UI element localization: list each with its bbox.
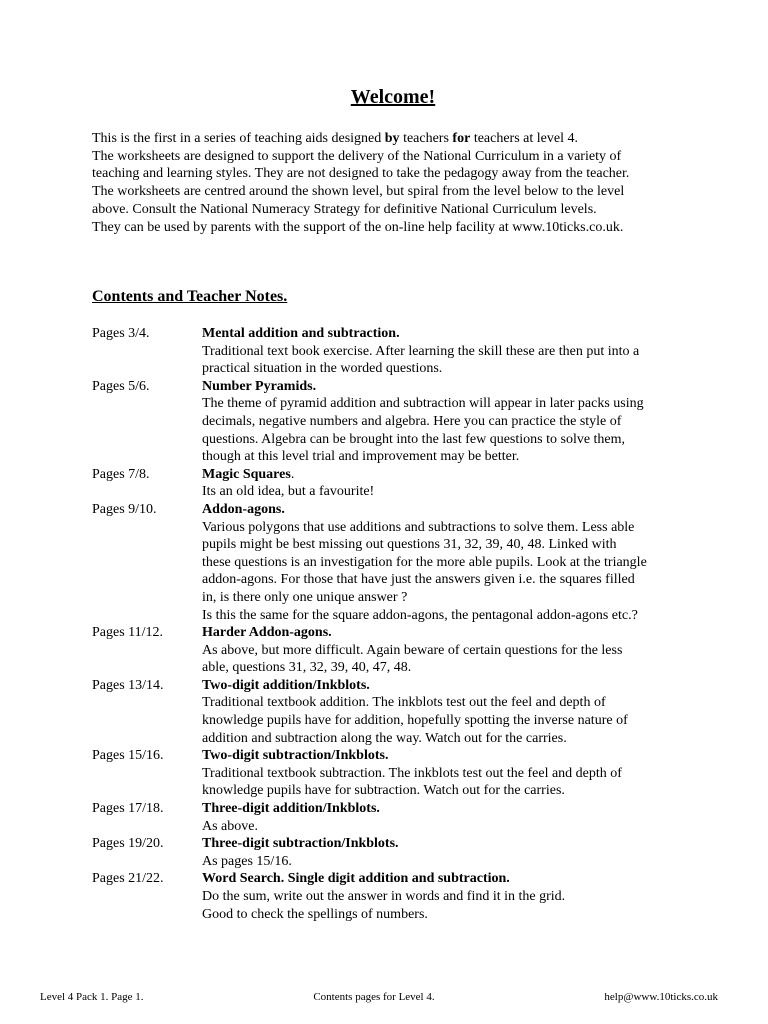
entry-description: The theme of pyramid addition and subtraction will appear in later packs using decimals, negative numbers and algebra. Here you can practice the style of questions. Algebra can be brought into the last few questions to solve them, though at this level trial and improvement may be better. bbox=[202, 396, 644, 465]
entry-description: As pages 15/16. bbox=[202, 853, 292, 869]
entry-description: As above. bbox=[202, 818, 258, 834]
entry-description: Various polygons that use additions and subtractions to solve them. Less able pupils might be best missing out questions 31, 32, 39, 40, 48. Linked with these questions is an investigation for the more able pupils. Look at the triangle addon-agons. For those that have just the answers given i.e. the squares filled in, is there only one unique answer ? Is this the same for the square addon-agons, the pentagonal addon-agons etc.? bbox=[202, 519, 647, 623]
contents-entry bbox=[92, 800, 712, 835]
page-title: Welcome! bbox=[350, 86, 436, 108]
entry-heading: Three-digit subtraction/Inkblots. bbox=[202, 836, 399, 852]
intro-emphasis: for bbox=[452, 131, 471, 146]
contents-heading: Contents and Teacher Notes. bbox=[92, 288, 288, 305]
page-footer bbox=[40, 991, 718, 1003]
intro-line: teaching and learning styles. They are not designed to take the pedagogy away from the teacher. bbox=[92, 166, 630, 182]
entry-pages: Pages 3/4. bbox=[92, 326, 150, 341]
contents-entry bbox=[92, 835, 712, 870]
entry-description: Traditional textbook subtraction. The inkblots test out the feel and depth of knowledge pupils have for subtraction. Watch out for the carries. bbox=[202, 765, 622, 799]
entry-description: As above, but more difficult. Again beware of certain questions for the less able, questions 31, 32, 39, 40, 47, 48. bbox=[202, 642, 623, 676]
entry-pages: Pages 9/10. bbox=[92, 501, 157, 517]
footer-email: help@www.10ticks.co.uk bbox=[604, 991, 718, 1003]
contents-entry bbox=[92, 466, 712, 501]
entry-heading: Three-digit addition/Inkblots. bbox=[202, 801, 380, 817]
entry-heading: Mental addition and subtraction. bbox=[202, 326, 400, 341]
entry-heading: Harder Addon-agons. bbox=[202, 625, 332, 641]
intro-emphasis: by bbox=[384, 131, 400, 146]
entry-pages: Pages 21/22. bbox=[92, 871, 164, 887]
entry-description: Traditional textbook addition. The inkblots test out the feel and depth of knowledge pupils have for addition, hopefully spotting the inverse nature of addition and subtraction along the way. Watch out for the carries. bbox=[202, 695, 628, 746]
entry-description: Traditional text book exercise. After learning the skill these are then put into a practical situation in the worded questions. bbox=[202, 343, 640, 377]
contents-entry bbox=[92, 870, 712, 923]
intro-line bbox=[92, 130, 712, 148]
contents-entry bbox=[92, 378, 712, 466]
entry-heading: Addon-agons. bbox=[202, 501, 285, 517]
entry-pages: Pages 15/16. bbox=[92, 748, 164, 764]
entry-heading: Number Pyramids. bbox=[202, 378, 317, 394]
entry-description: Its an old idea, but a favourite! bbox=[202, 484, 375, 500]
intro-paragraph bbox=[92, 130, 712, 236]
entry-pages: Pages 5/6. bbox=[92, 378, 150, 394]
entry-description: Do the sum, write out the answer in words and find it in the grid. Good to check the spellings of numbers. bbox=[202, 889, 566, 922]
footer-center: Contents pages for Level 4. bbox=[313, 991, 435, 1003]
entry-pages: Pages 19/20. bbox=[92, 836, 164, 852]
intro-line: The worksheets are designed to support the delivery of the National Curriculum in a variety of bbox=[92, 148, 622, 164]
intro-text: This is the first in a series of teaching aids designed bbox=[92, 131, 385, 146]
entry-heading: Two-digit subtraction/Inkblots. bbox=[202, 748, 389, 764]
intro-line: The worksheets are centred around the shown level, but spiral from the level below to the level bbox=[92, 184, 625, 200]
intro-text: teachers at level 4. bbox=[470, 131, 578, 146]
entry-pages: Pages 7/8. bbox=[92, 466, 150, 482]
contents-entry bbox=[92, 677, 712, 747]
entry-heading: Magic Squares. bbox=[202, 466, 295, 482]
footer-left: Level 4 Pack 1. Page 1. bbox=[40, 991, 144, 1003]
intro-line: above. Consult the National Numeracy Strategy for definitive National Curriculum levels. bbox=[92, 201, 597, 217]
intro-text: teachers bbox=[399, 131, 453, 146]
entry-heading: Two-digit addition/Inkblots. bbox=[202, 677, 370, 693]
entry-heading: Word Search. Single digit addition and subtraction. bbox=[202, 871, 510, 887]
contents-entry bbox=[92, 747, 712, 800]
entry-pages: Pages 17/18. bbox=[92, 801, 164, 817]
entry-pages: Pages 13/14. bbox=[92, 677, 164, 693]
intro-line: They can be used by parents with the support of the on-line help facility at www.10ticks.co.uk. bbox=[92, 219, 624, 235]
contents-entry bbox=[92, 624, 712, 677]
contents-entry bbox=[92, 325, 712, 378]
contents-entry bbox=[92, 501, 712, 624]
contents-list bbox=[92, 325, 712, 923]
entry-pages: Pages 11/12. bbox=[92, 625, 164, 641]
